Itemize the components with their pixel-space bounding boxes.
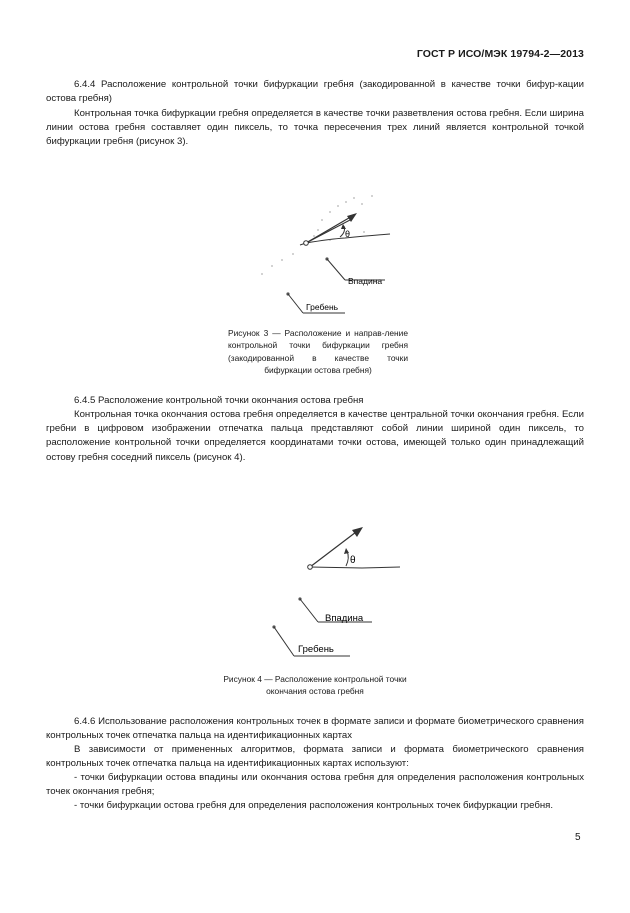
figure-4-caption [195,673,435,698]
page-number: 5 [575,832,581,843]
figure-4-ridge-line [310,567,400,568]
figure-4-control-point [308,565,313,570]
figure-3-caption: Рисунок 3 — Расположение и направ-ление контрольной точки бифуркации гребня (закодированной в качестве точки бифуркации остова гребня) [228,328,408,375]
figure-4-caption-line-2: окончания остова гребня [266,686,364,697]
figure-3-valley-label: Впадина [348,276,383,286]
figure-4-valley-label: Впадина [325,613,364,624]
section-646-body: В зависимости от примененных алгоритмов, формата записи и формата биометрического сравнения контрольных точек отпечатка пальца на идентификационных картах используют: [46,744,584,770]
section-645-heading: 6.4.5 Расположение контрольной точки окончания остова гребня [74,395,364,406]
section-645-body: Контрольная точка окончания остова гребня определяется в качестве центральной точки окончания гребня. Если гребни в цифровом изображении отпечатка пальца представляют собой линии шириной один пиксель, то расположение контрольной точки определяется координатами точки остова, имеющей только один принадлежащий остову гребня соседний пиксель (рисунок 4). [46,409,584,463]
figure-4-ridge-leader [274,627,294,656]
document-header: ГОСТ Р ИСО/МЭК 19794-2—2013 [416,48,584,60]
figure-4-angle-label: θ [350,555,356,566]
section-644-heading: 6.4.4 Расположение контрольной точки бифуркации гребня (закодированной в качестве точки бифур-кации остова гребня) [46,79,584,105]
figure-3-ridge-label: Гребень [306,302,339,312]
section-646-bullet-1: - точки бифуркации остова впадины или окончания остова гребня для определения расположения контрольных точек окончания гребня; [46,772,584,798]
figure-4-valley-leader [300,599,318,622]
figure-4-caption-line-1: Рисунок 4 — Расположение контрольной точки [223,674,407,684]
section-644-body: Контрольная точка бифуркации гребня определяется в качестве точки разветвления остова гребня. Если ширина линии остова гребня составляет один пиксель, то точка пересечения трех линий является контрольной точкой бифуркации гребня (рисунок 3). [46,108,584,148]
section-646-heading: 6.4.6 Использование расположения контрольных точек в формате записи и формате биометрического сравнения контрольных точек отпечатка пальца на идентификационных картах [46,716,584,742]
figure-4-ridge-label: Гребень [298,644,334,655]
section-646-bullet-2: - точки бифуркации остова гребня для определения расположения контрольных точек бифуркации гребня. [74,800,553,811]
figure-3-angle-label: θ [345,229,351,239]
